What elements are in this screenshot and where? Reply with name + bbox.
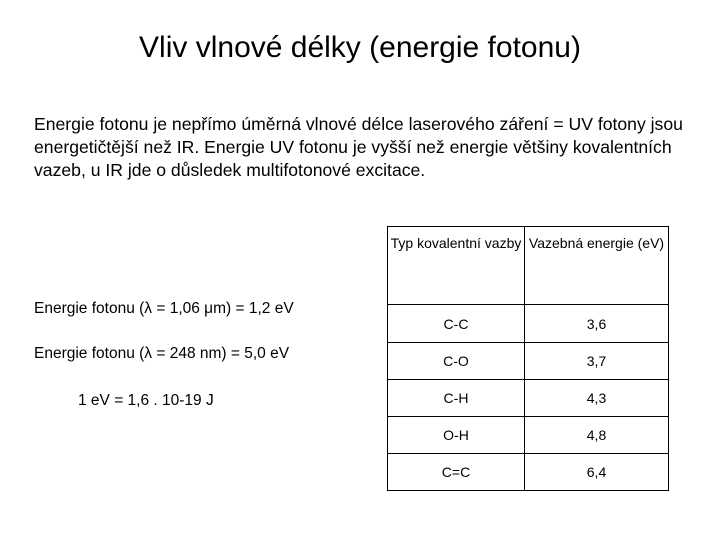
intro-paragraph: Energie fotonu je nepřímo úměrná vlnové délce laserového záření = UV fotony jsou energetičtější než IR. Energie UV fotonu je vyšší než energie většiny kovalentních vazeb, u IR jde o důsledek multifotonové excitace. xyxy=(34,114,683,180)
bond-energy-cell: 3,6 xyxy=(525,305,669,343)
slide-title: Vliv vlnové délky (energie fotonu) xyxy=(139,31,581,64)
table-row xyxy=(388,417,669,454)
fact-uv-photon-energy: Energie fotonu (λ = 248 nm) = 5,0 eV xyxy=(34,345,290,362)
bond-type-cell: C-C xyxy=(388,305,525,343)
bond-energy-cell: 3,7 xyxy=(525,343,669,380)
fact-ir-photon-energy: Energie fotonu (λ = 1,06 μm) = 1,2 eV xyxy=(34,300,294,317)
table-row xyxy=(388,343,669,380)
bond-energy-cell: 4,3 xyxy=(525,380,669,417)
bond-energy-table xyxy=(387,226,669,491)
table-row xyxy=(388,454,669,491)
bond-type-cell: O-H xyxy=(388,417,525,454)
bond-type-cell: C-H xyxy=(388,380,525,417)
table-row xyxy=(388,305,669,343)
bond-type-cell: C=C xyxy=(388,454,525,491)
bond-energy-cell: 4,8 xyxy=(525,417,669,454)
table-header-row xyxy=(388,227,669,305)
header-bond-type: Typ kovalentní vazby xyxy=(388,227,525,305)
header-bond-energy: Vazebná energie (eV) xyxy=(525,227,669,305)
fact-ev-conversion: 1 eV = 1,6 . 10-19 J xyxy=(78,392,214,409)
table-row xyxy=(388,380,669,417)
bond-energy-cell: 6,4 xyxy=(525,454,669,491)
bond-type-cell: C-O xyxy=(388,343,525,380)
